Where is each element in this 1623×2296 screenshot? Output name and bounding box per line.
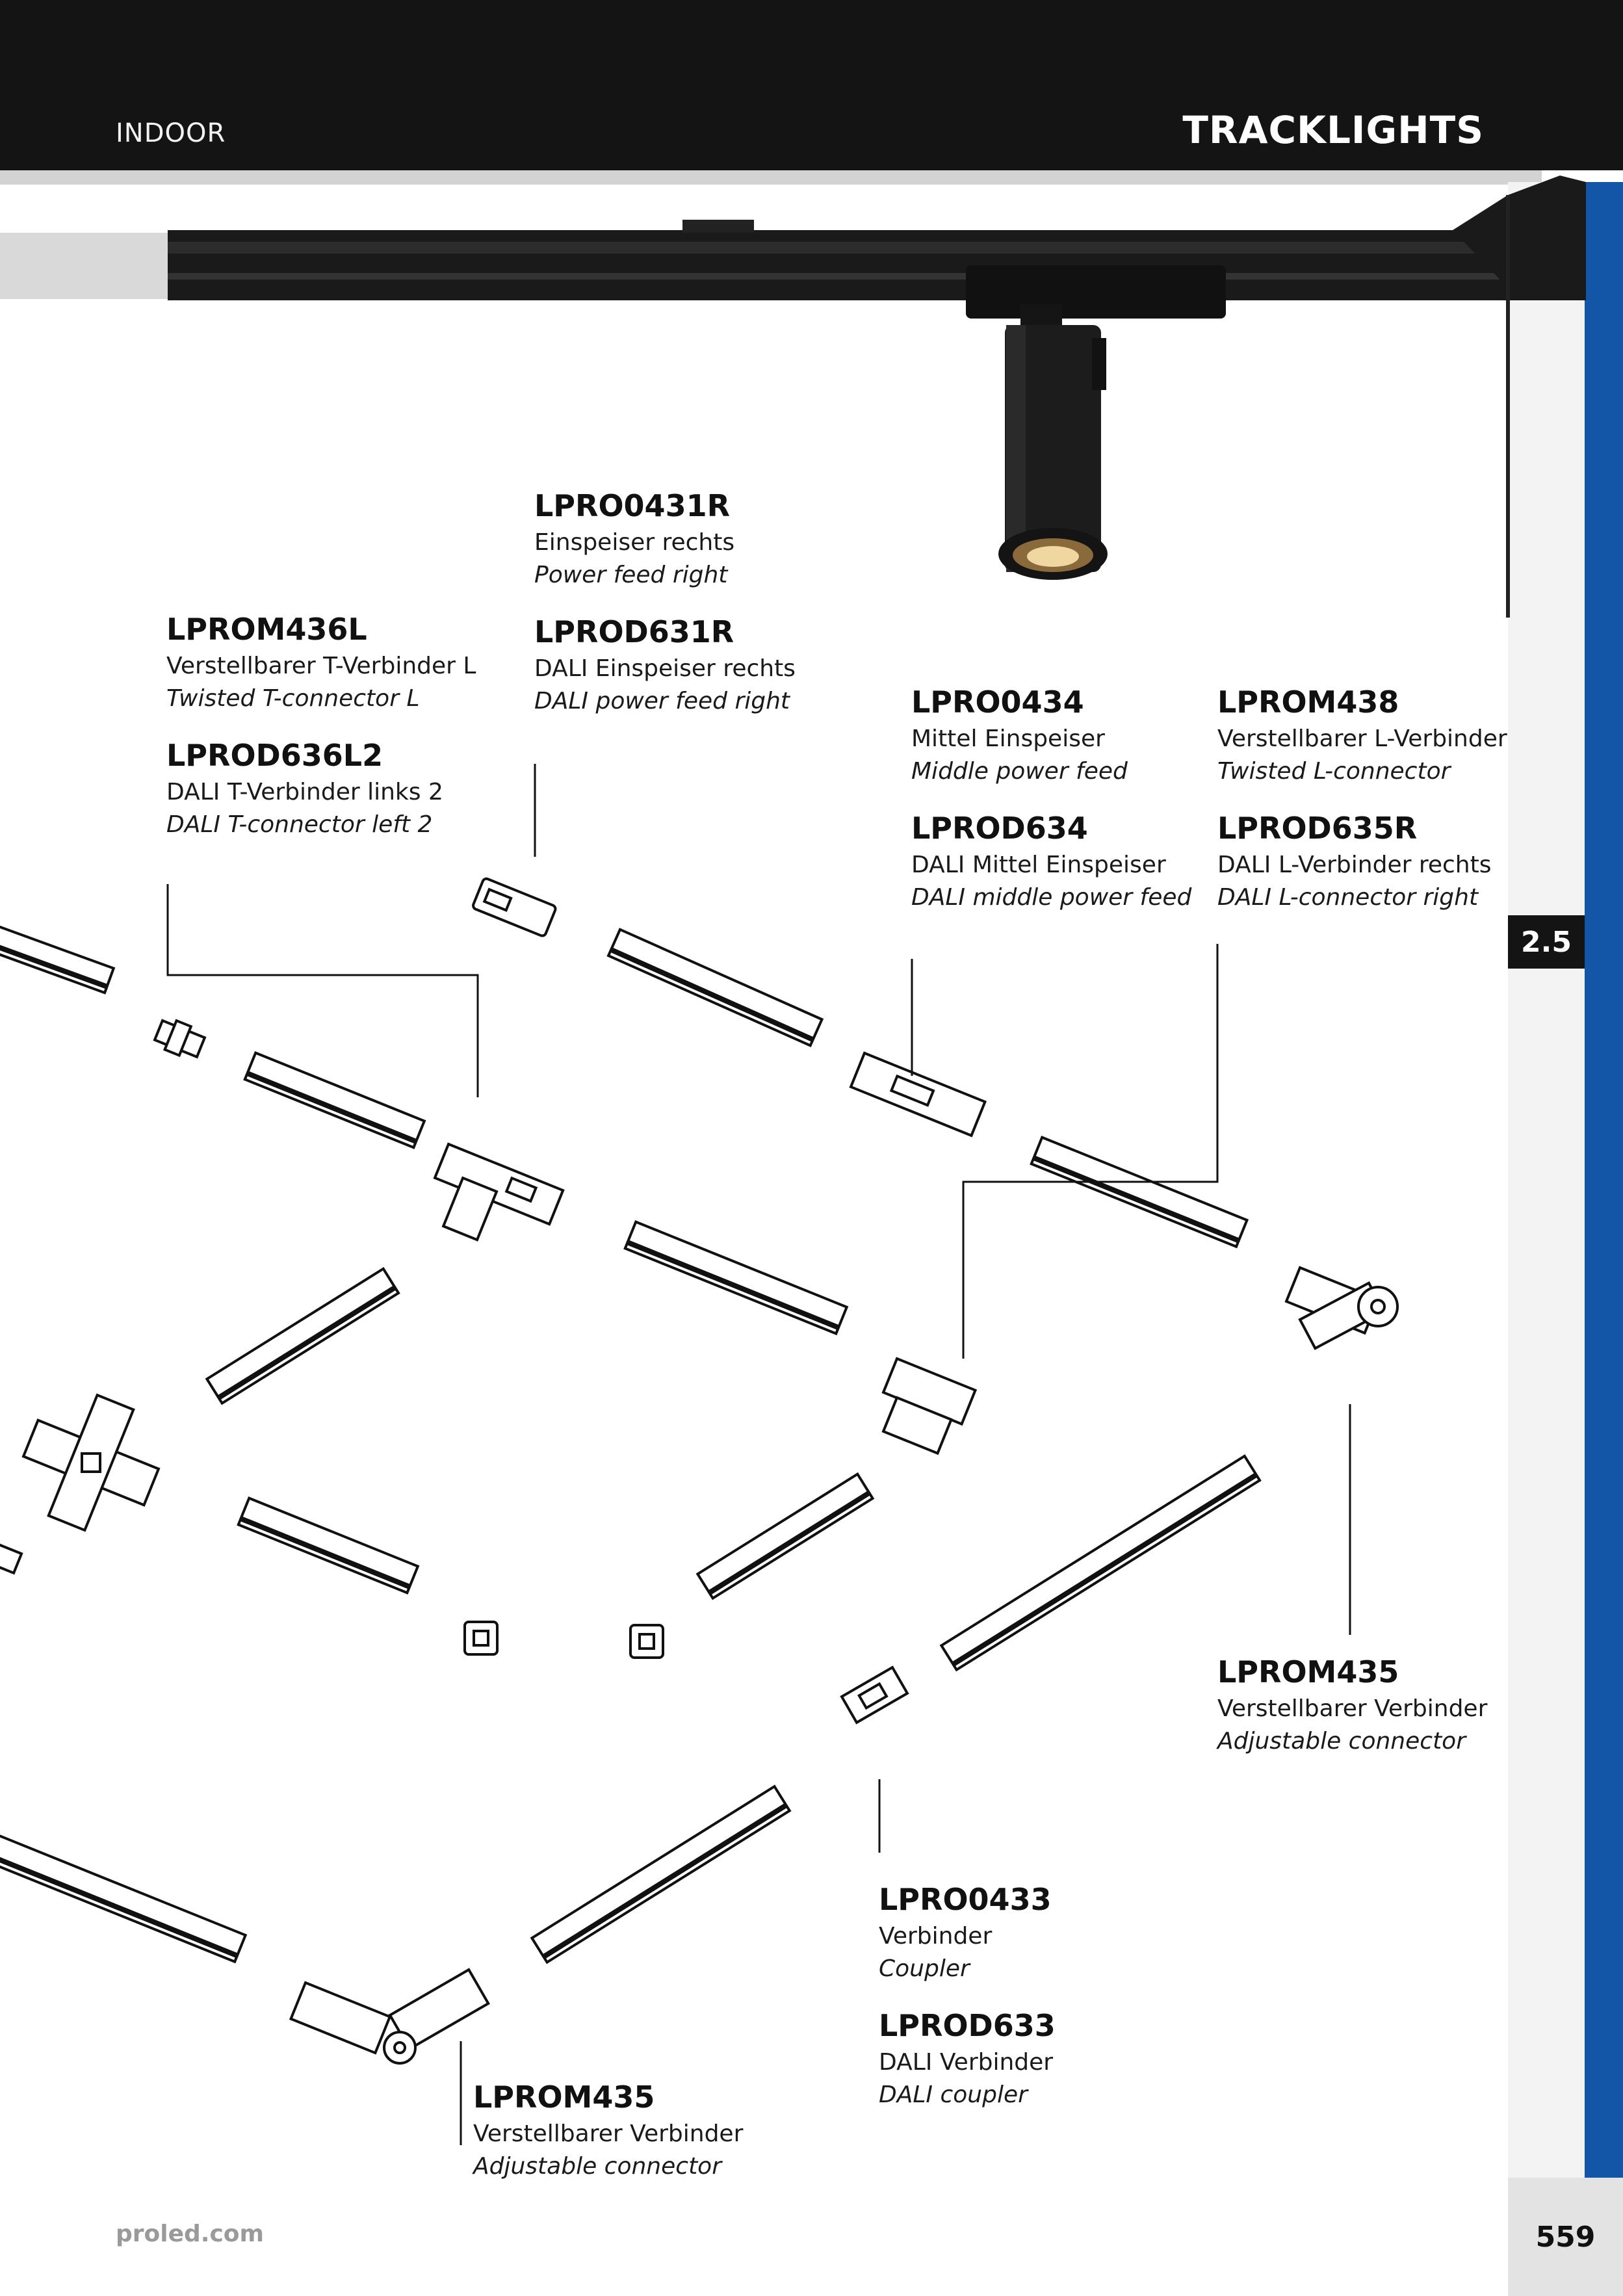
rail-segment — [0, 924, 114, 993]
page-title: TRACKLIGHTS — [1182, 108, 1484, 152]
product-code: LPROM436L — [166, 612, 367, 647]
small-coupler — [153, 1016, 207, 1062]
end-cap — [630, 1625, 663, 1658]
label-coupler — [879, 1881, 1056, 2111]
product-name-en: Adjustable connector — [1217, 1728, 1466, 1755]
product-name-en: DALI T-connector left 2 — [166, 811, 433, 838]
power-feed-connector — [472, 878, 556, 937]
product-name-de: Verbinder — [879, 1923, 993, 1950]
section-badge: 2.5 — [1508, 915, 1585, 969]
middle-feed-connector — [851, 1053, 985, 1136]
rail-segment — [245, 1053, 424, 1148]
rail-segment — [0, 1833, 246, 1962]
product-code: LPRO0431R — [534, 488, 730, 523]
coupler-connector — [842, 1667, 907, 1723]
product-name-en: DALI L-connector right — [1217, 884, 1479, 911]
track-rails — [0, 924, 1260, 1962]
product-name-de: DALI L-Verbinder rechts — [1217, 852, 1492, 878]
rail-segment — [532, 1786, 789, 1962]
product-name-en: DALI coupler — [879, 2081, 1028, 2108]
product-code: LPROD631R — [534, 614, 734, 649]
product-code: LPROD633 — [879, 2008, 1056, 2043]
rail-segment — [625, 1222, 847, 1334]
label-adjustable-connector-right — [1217, 1654, 1487, 1758]
t-connector — [419, 1144, 563, 1262]
label-t-connector — [166, 611, 476, 841]
page-number: 559 — [1508, 2178, 1623, 2296]
product-name-en: DALI power feed right — [534, 688, 790, 714]
product-code: LPROM435 — [1217, 1654, 1399, 1689]
product-code: LPROM438 — [1217, 685, 1399, 720]
ceiling-track-photo — [168, 176, 1586, 618]
category-label: INDOOR — [116, 118, 226, 148]
product-code: LPROD636L2 — [166, 738, 383, 773]
product-name-en: Twisted T-connector L — [166, 685, 420, 712]
product-name-en: Coupler — [879, 1955, 970, 1982]
product-name-de: Mittel Einspeiser — [911, 725, 1105, 752]
footer-url: proled.com — [116, 2221, 265, 2247]
label-power-feed-right — [534, 488, 796, 718]
product-name-en: Power feed right — [534, 562, 728, 588]
product-name-de: Verstellbarer L-Verbinder — [1217, 725, 1507, 752]
track-connectors — [23, 878, 1397, 2063]
product-code: LPROD634 — [911, 811, 1088, 846]
rail-segment — [1032, 1138, 1247, 1247]
product-name-de: Einspeiser rechts — [534, 529, 735, 556]
product-name-en: DALI middle power feed — [911, 884, 1192, 911]
end-cap — [465, 1622, 497, 1654]
l-connector — [1286, 1268, 1397, 1348]
product-name-de: DALI Mittel Einspeiser — [911, 852, 1166, 878]
product-code: LPROD635R — [1217, 811, 1418, 846]
rail-segment — [608, 930, 822, 1045]
adjustable-connector — [291, 1970, 489, 2063]
product-name-de: DALI Einspeiser rechts — [534, 655, 796, 682]
l-connector-dali — [883, 1359, 976, 1454]
product-name-de: DALI T-Verbinder links 2 — [166, 779, 443, 805]
product-name-de: Verstellbarer Verbinder — [1217, 1695, 1488, 1722]
rail-segment — [697, 1474, 872, 1598]
product-name-en: Twisted L-connector — [1217, 758, 1451, 785]
label-middle-power-feed — [911, 684, 1191, 914]
leader-lines — [168, 764, 1350, 2145]
product-code: LPRO0433 — [879, 1882, 1052, 1917]
rail-segment — [0, 1544, 21, 1573]
product-name-en: Adjustable connector — [473, 2153, 722, 2180]
rail-segment — [207, 1269, 398, 1403]
product-name-de: DALI Verbinder — [879, 2049, 1054, 2076]
product-code: LPROM435 — [473, 2080, 655, 2115]
x-connector — [23, 1395, 159, 1530]
product-name-de: Verstellbarer Verbinder — [473, 2120, 744, 2147]
product-name-en: Middle power feed — [911, 758, 1128, 785]
rail-segment — [239, 1498, 418, 1593]
product-name-de: Verstellbarer T-Verbinder L — [166, 653, 476, 679]
label-adjustable-connector-bottom — [473, 2079, 743, 2183]
product-code: LPRO0434 — [911, 685, 1084, 720]
rail-segment — [941, 1456, 1260, 1670]
label-l-connector — [1217, 684, 1507, 914]
